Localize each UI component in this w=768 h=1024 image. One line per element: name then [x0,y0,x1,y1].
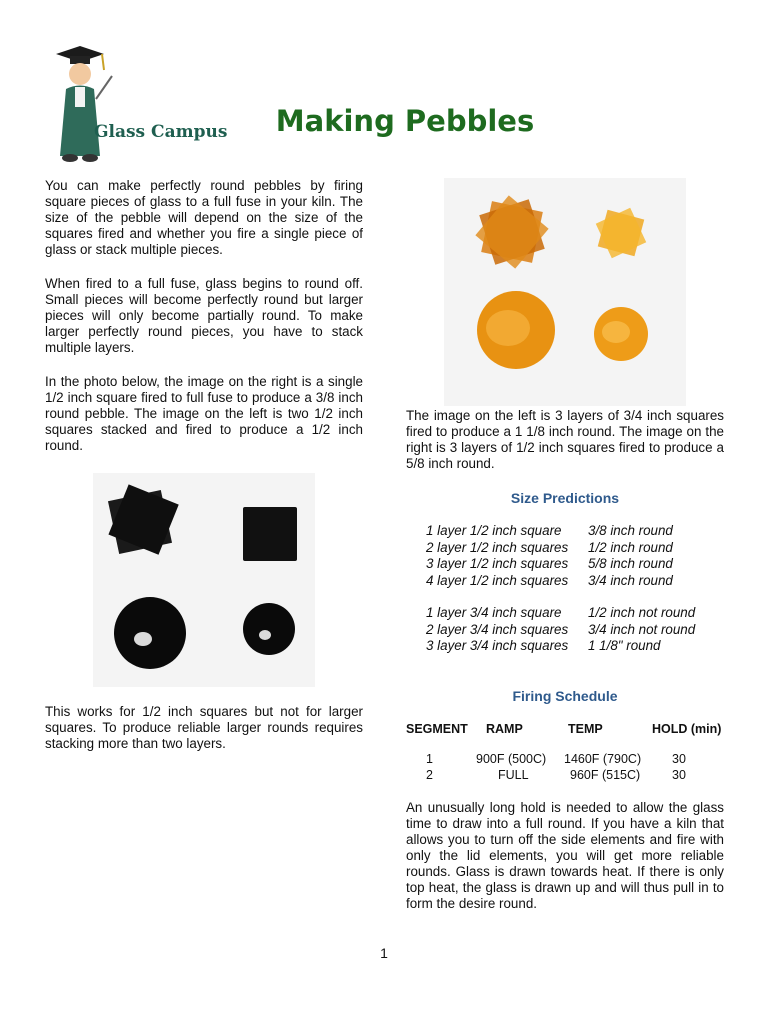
predictions-half-inch [426,523,673,589]
schedule-row: 1 900F (500C) 1460F (790C) 30 [426,752,686,766]
prediction-row: 3 layer 3/4 inch squares 1 1/8" round [426,638,661,653]
black-pebbles-photo [93,473,315,687]
schedule-header-row [406,722,726,738]
schedule-header-segment: SEGMENT [406,722,468,736]
schedule-row: 2 FULL 960F (515C) 30 [426,768,686,782]
intro-paragraph: You can make perfectly round pebbles by firing square pieces of glass to a full fuse in your kiln. The size of the pebble will depend on the size of the squares fired and whether you fire a single piece of glass or stack multiple pieces. [45,178,363,257]
prediction-row: 3 layer 1/2 inch squares 5/8 inch round [426,556,673,571]
hold-explanation-paragraph: An unusually long hold is needed to allow the glass time to draw into a full round. If you have a kiln that allows you to turn off the side elements and fire with only the lid elements, you will get more reliable rounds. Glass is drawn towards heat. If there is only top heat, the glass is drawn up and will thus pull in to form the desire round. [406,800,724,911]
size-predictions-heading: Size Predictions [510,490,620,506]
prediction-row: 4 layer 1/2 inch squares 3/4 inch round [426,572,673,588]
amber-photo-caption: The image on the left is 3 layers of 3/4 inch squares fired to produce a 1 1/8 inch round. The image on the right is 3 layers of 1/2 inch squares fired to produce a 5/8 inch round. [406,408,724,471]
schedule-header-ramp: RAMP [486,722,523,736]
full-fuse-paragraph: When fired to a full fuse, glass begins to round off. Small pieces will become perfectly round but larger pieces will only become partially round. To make larger perfectly round pieces, you have to stack multiple layers. [45,276,363,355]
schedule-header-hold: HOLD (min) [652,722,722,736]
limitation-paragraph: This works for 1/2 inch squares but not for larger squares. To produce reliable larger rounds requires stacking more than two layers. [45,704,363,751]
photo-description-paragraph: In the photo below, the image on the right is a single 1/2 inch square fired to full fuse to produce a 3/8 inch round pebble. The image on the left is two 1/2 inch squares stacked and fired to produce a 1/2 inch round. [45,374,363,453]
schedule-header-temp: TEMP [568,722,603,736]
logo-text: Glass Campus [94,122,228,142]
firing-schedule-heading: Firing Schedule [512,688,618,704]
page-title: Making Pebbles [275,104,535,138]
logo-mascot [48,44,118,164]
prediction-row: 1 layer 1/2 inch square 3/8 inch round [426,523,673,538]
prediction-row: 1 layer 3/4 inch square 1/2 inch not round [426,605,696,620]
prediction-row: 2 layer 3/4 inch squares 3/4 inch not round [426,621,696,637]
prediction-row: 2 layer 1/2 inch squares 1/2 inch round [426,539,673,555]
amber-pebbles-photo [444,178,686,406]
predictions-three-quarter-inch [426,605,695,655]
page-number: 1 [380,945,388,961]
